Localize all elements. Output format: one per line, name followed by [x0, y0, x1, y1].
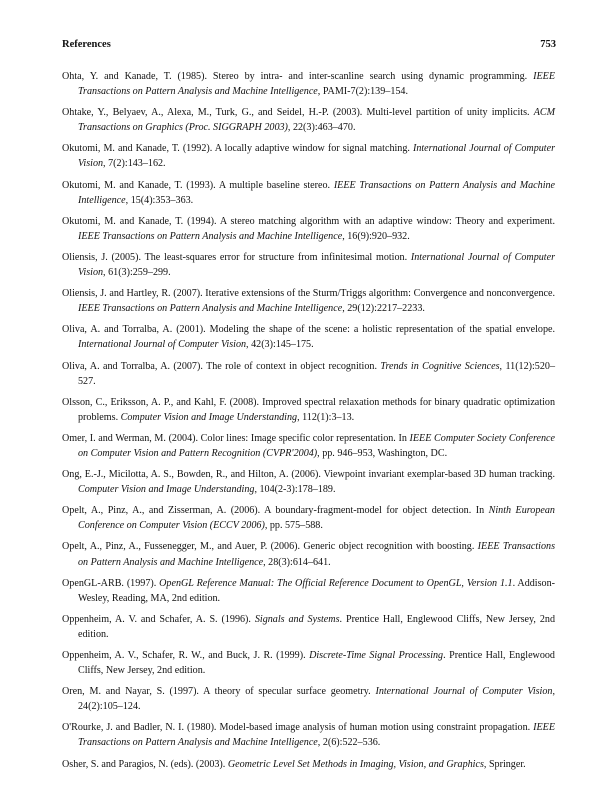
reference-details: , 29(12):2217–2233.: [342, 303, 425, 315]
reference-details: , 104(2-3):178–189.: [254, 484, 336, 496]
reference-details: , 11(12):520–527.: [78, 360, 555, 387]
reference-venue: Computer Vision and Image Understanding: [78, 484, 255, 496]
reference-entry: [62, 576, 555, 606]
reference-venue: Discrete-Time Signal Processing: [309, 650, 444, 661]
reference-venue: IEEE Transactions on Pattern Analysis and Machine Intelligence: [78, 230, 343, 242]
reference-venue: ACM Transactions on Graphics (Proc. SIGGRAPH 2003): [78, 107, 555, 134]
reference-details: , 2(6):522–536.: [317, 737, 381, 749]
reference-authors: Ong, E.-J., Micilotta, A. S., Bowden, R., and Hilton, A. (2006).: [62, 469, 321, 481]
reference-title: Improved spectral relaxation methods for binary quadratic optimization problems.: [78, 396, 555, 423]
reference-details: , 61(3):259–299.: [103, 267, 171, 279]
reference-entry: [62, 503, 555, 533]
reference-details: . Prentice Hall, Englewood Cliffs, New Jersey, 2nd edition.: [78, 650, 555, 677]
reference-authors: Olsson, C., Eriksson, A. P., and Kahl, F. (2008).: [62, 396, 260, 408]
reference-venue: IEEE Transactions on Pattern Analysis and Machine Intelligence: [78, 541, 555, 568]
reference-title: A stereo matching algorithm with an adaptive window: Theory and experiment.: [219, 215, 555, 227]
reference-title: The role of context in object recognition.: [206, 360, 377, 372]
reference-title: Model-based image analysis of human motion using constraint propagation.: [219, 722, 531, 734]
reference-details: , 24(2):105–124.: [78, 686, 555, 713]
reference-entry: [62, 286, 555, 316]
reference-entry: [62, 684, 555, 714]
reference-venue: IEEE Transactions on Pattern Analysis and Machine Intelligence: [78, 71, 555, 98]
reference-authors: Oppenheim, A. V. and Schafer, A. S. (1996).: [62, 613, 251, 625]
reference-details: , 16(9):920–932.: [342, 230, 410, 242]
reference-title: The least-squares error for structure from infinitesimal motion.: [144, 251, 408, 263]
reference-details: , 42(3):145–175.: [246, 339, 314, 351]
reference-authors: OpenGL-ARB. (1997).: [62, 577, 157, 589]
reference-title: A boundary-fragment-model for object detection. In: [264, 505, 485, 517]
reference-venue: IEEE Transactions on Pattern Analysis and Machine Intelligence: [78, 722, 556, 749]
reference-authors: Oliva, A. and Torralba, A. (2007).: [62, 360, 203, 372]
reference-details: , Springer.: [483, 758, 526, 770]
reference-venue: OpenGL Reference Manual: The Official Reference Document to OpenGL, Version 1.1: [159, 577, 513, 589]
reference-venue: Trends in Cognitive Sciences: [380, 360, 500, 372]
reference-details: , pp. 946–953, Washington, DC.: [317, 447, 448, 459]
reference-details: , PAMI-7(2):139–154.: [317, 86, 408, 98]
reference-authors: Ohtake, Y., Belyaev, A., Alexa, M., Turk, G., and Seidel, H.-P. (2003).: [62, 107, 363, 119]
reference-entry: [62, 467, 555, 497]
reference-entry: [62, 431, 555, 461]
reference-details: , 22(3):463–470.: [287, 122, 356, 134]
reference-title: Generic object recognition with boosting.: [303, 541, 475, 553]
reference-authors: Oliensis, J. (2005).: [62, 251, 141, 263]
reference-venue: International Journal of Computer Vision: [78, 339, 247, 351]
reference-title: Stereo by intra- and inter-scanline search using dynamic programming.: [212, 71, 528, 82]
reference-venue: Geometric Level Set Methods in Imaging, Vision, and Graphics: [227, 758, 484, 770]
reference-list: [62, 69, 555, 778]
reference-entry: [62, 214, 555, 244]
reference-title: Viewpoint invariant exemplar-based 3D human tracking.: [323, 469, 556, 481]
running-header: [62, 39, 556, 50]
reference-authors: Ohta, Y. and Kanade, T. (1985).: [62, 71, 207, 82]
reference-venue: International Journal of Computer Vision: [375, 686, 553, 698]
reference-details: . Addison-Wesley, Reading, MA, 2nd edition.: [78, 577, 555, 604]
reference-title: Multi-level partition of unity implicits.: [366, 107, 530, 119]
reference-entry: [62, 69, 555, 99]
reference-entry: [62, 395, 555, 425]
reference-entry: [62, 359, 555, 389]
reference-title: Modeling the shape of the scene: a holistic representation of the spatial envelope.: [209, 324, 555, 336]
reference-venue: Signals and Systems: [254, 613, 340, 625]
reference-title: A theory of specular surface geometry.: [203, 686, 371, 698]
reference-venue: Ninth European Conference on Computer Vision (ECCV 2006): [78, 505, 555, 532]
reference-venue: IEEE Computer Society Conference on Computer Vision and Pattern Recognition (CVPR'2004): [78, 432, 556, 459]
reference-authors: Osher, S. and Paragios, N. (eds). (2003).: [62, 758, 226, 770]
reference-details: . Prentice Hall, Englewood Cliffs, New Jersey, 2nd edition.: [78, 613, 555, 640]
reference-entry: [62, 250, 555, 280]
reference-authors: Okutomi, M. and Kanade, T. (1993).: [62, 179, 216, 191]
reference-authors: Oliensis, J. and Hartley, R. (2007).: [62, 288, 203, 300]
reference-entry: [62, 178, 555, 208]
reference-details: , 7(2):143–162.: [103, 158, 166, 170]
reference-authors: Opelt, A., Pinz, A., Fussenegger, M., and Auer, P. (2006).: [62, 541, 301, 553]
reference-authors: Oliva, A. and Torralba, A. (2001).: [62, 324, 206, 336]
section-title: References: [62, 39, 111, 50]
reference-authors: Oren, M. and Nayar, S. (1997).: [62, 686, 199, 698]
reference-authors: Okutomi, M. and Kanade, T. (1992).: [62, 143, 213, 155]
reference-title: Iterative extensions of the Sturm/Triggs algorithm: Convergence and nonconvergence.: [205, 288, 555, 300]
reference-venue: International Journal of Computer Vision: [78, 143, 556, 170]
reference-entry: [62, 612, 555, 642]
reference-entry: [62, 141, 555, 171]
reference-details: , 15(4):353–363.: [125, 194, 194, 206]
reference-entry: [62, 648, 555, 678]
page-number: 753: [540, 39, 556, 50]
reference-venue: IEEE Transactions on Pattern Analysis and Machine Intelligence: [78, 179, 556, 206]
reference-venue: Computer Vision and Image Understanding: [120, 411, 298, 423]
reference-title: A multiple baseline stereo.: [218, 179, 331, 191]
reference-entry: [62, 322, 555, 352]
reference-entry: [62, 539, 555, 569]
reference-authors: O'Rourke, J. and Badler, N. I. (1980).: [62, 722, 217, 734]
reference-details: , pp. 575–588.: [264, 520, 323, 532]
reference-entry: [62, 757, 555, 772]
reference-authors: Opelt, A., Pinz, A., and Zisserman, A. (2006).: [62, 505, 261, 517]
reference-authors: Omer, I. and Werman, M. (2004).: [62, 432, 199, 444]
reference-authors: Oppenheim, A. V., Schafer, R. W., and Buck, J. R. (1999).: [62, 650, 306, 661]
reference-details: , 28(3):614–641.: [263, 556, 331, 568]
reference-venue: IEEE Transactions on Pattern Analysis and Machine Intelligence: [78, 303, 343, 315]
reference-authors: Okutomi, M. and Kanade, T. (1994).: [62, 215, 217, 227]
reference-details: , 112(1):3–13.: [297, 411, 355, 423]
reference-title: Color lines: Image specific color representation. In: [200, 432, 407, 444]
reference-venue: International Journal of Computer Vision: [78, 251, 556, 279]
reference-title: A locally adaptive window for signal matching.: [214, 143, 410, 155]
reference-entry: [62, 105, 555, 135]
reference-entry: [62, 720, 555, 750]
